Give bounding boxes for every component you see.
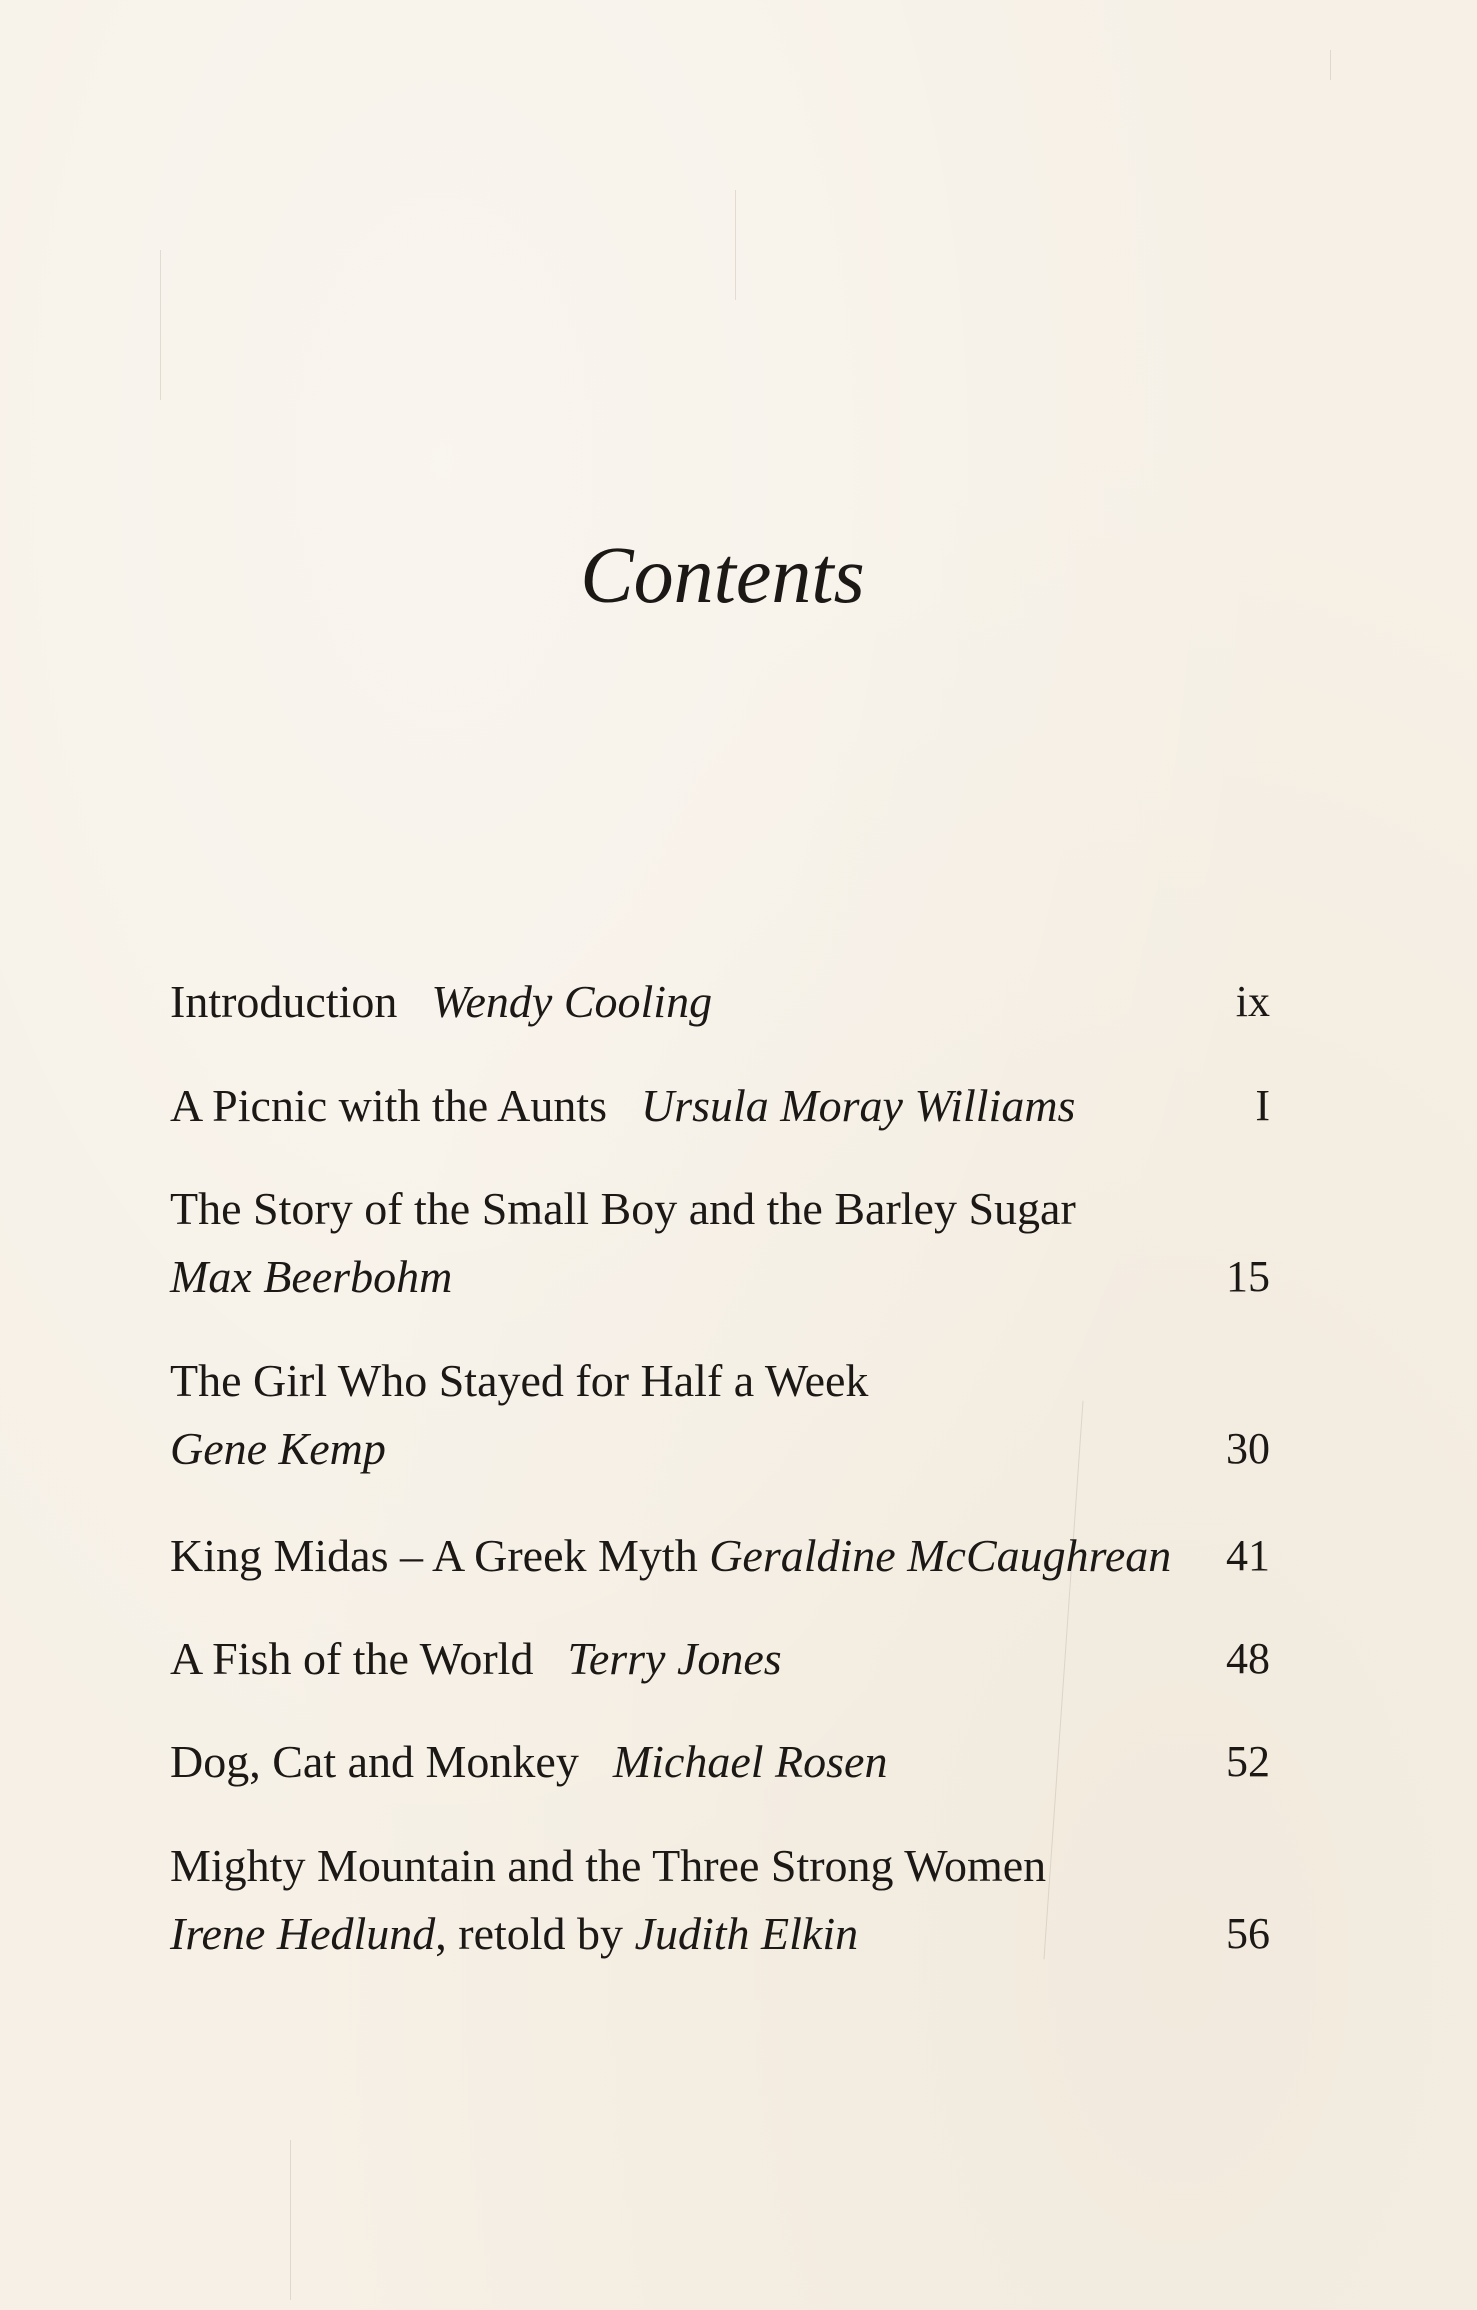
story-title: Dog, Cat and Monkey (170, 1736, 579, 1787)
story-author: Max Beerbohm (170, 1251, 453, 1302)
story-reteller: Judith Elkin (634, 1908, 859, 1959)
toc-entry (170, 1347, 1270, 1483)
toc-entry (170, 1625, 1270, 1693)
page-number: 15 (1226, 1252, 1270, 1301)
story-author: Terry Jones (567, 1633, 782, 1684)
paper-scratch (1330, 50, 1331, 80)
page-number: I (1255, 1081, 1270, 1130)
toc-entry-line (170, 968, 1270, 1036)
page-number: 56 (1226, 1909, 1270, 1958)
story-author: Gene Kemp (170, 1423, 386, 1474)
toc-entry (170, 968, 1270, 1036)
story-author: Wendy Cooling (431, 976, 713, 1027)
page-number: ix (1235, 977, 1270, 1026)
toc-entry-credit-line (170, 1900, 1270, 1968)
page-number: 30 (1226, 1424, 1270, 1473)
retold-by-text: , retold by (435, 1908, 635, 1959)
story-title: A Picnic with the Aunts (170, 1080, 607, 1131)
story-title: Introduction (170, 976, 398, 1027)
story-author: Ursula Moray Williams (641, 1080, 1076, 1131)
story-author: Irene Hedlund (170, 1908, 436, 1959)
page-number: 52 (1226, 1737, 1270, 1786)
story-title: A Fish of the World (170, 1633, 534, 1684)
toc-entry-line (170, 1072, 1270, 1140)
toc-entry (170, 1832, 1270, 1968)
toc-entry-line (170, 1728, 1270, 1796)
page-title: Contents (580, 532, 865, 620)
toc-entry-line (170, 1522, 1270, 1590)
page-number: 48 (1226, 1634, 1270, 1683)
toc-entry (170, 1072, 1270, 1140)
page-number: 41 (1226, 1531, 1270, 1580)
toc-entry (170, 1522, 1270, 1590)
toc-entry-line (170, 1625, 1270, 1693)
story-title: King Midas – A Greek Myth (170, 1530, 698, 1581)
story-title: The Story of the Small Boy and the Barley Sugar (170, 1183, 1076, 1234)
toc-entry (170, 1728, 1270, 1796)
paper-scratch (735, 190, 736, 300)
story-title: The Girl Who Stayed for Half a Week (170, 1355, 869, 1406)
toc-entry (170, 1175, 1270, 1311)
paper-scratch (160, 250, 161, 400)
story-author: Geraldine McCaughrean (709, 1530, 1172, 1581)
paper-scratch (290, 2140, 291, 2300)
story-title: Mighty Mountain and the Three Strong Women (170, 1840, 1047, 1891)
story-author: Michael Rosen (612, 1736, 888, 1787)
